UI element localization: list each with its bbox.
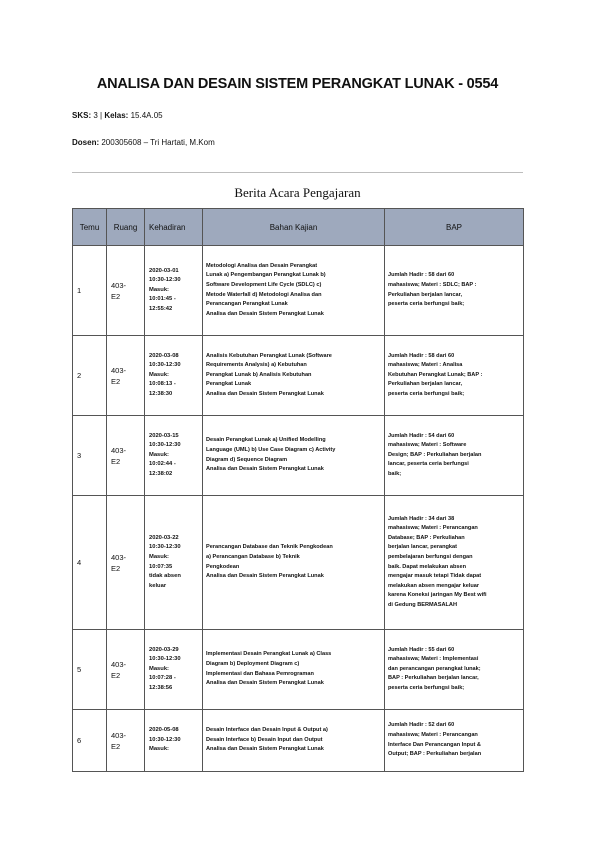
cell-ruang-line: E2	[111, 563, 121, 573]
cell-bap-line: baik. Dapat melakukan absen	[388, 563, 467, 570]
kelas-value: 15.4A.05	[128, 111, 163, 120]
cell-temu: 4	[73, 496, 107, 630]
course-title: ANALISA DAN DESAIN SISTEM PERANGKAT LUNAK - 0554	[96, 76, 499, 92]
cell-bap-line: BAP : Perkuliahan berjalan lancar,	[388, 675, 479, 682]
header-temu: Temu	[73, 209, 107, 246]
cell-bap-line: Output; BAP : Perkuliahan berjalan	[388, 751, 482, 758]
cell-ruang	[107, 246, 145, 336]
cell-kehadiran-line: keluar	[149, 582, 167, 589]
cell-kehadiran-line: 12:38:02	[149, 470, 173, 477]
cell-temu: 1	[73, 246, 107, 336]
header-bahan-kajian: Bahan Kajian	[203, 209, 385, 246]
cell-kehadiran-line: 2020-03-22	[149, 534, 179, 541]
cell-bahan-kajian-line: Analisa dan Desain Sistem Perangkat Lunak	[206, 390, 324, 397]
cell-bahan-kajian	[203, 416, 385, 496]
sks-label: SKS:	[72, 111, 92, 120]
cell-ruang-line: E2	[111, 670, 121, 680]
cell-bap-line: melakukan absen mengajar keluar	[388, 582, 480, 589]
cell-kehadiran-line: Masuk:	[149, 553, 169, 560]
cell-kehadiran	[145, 336, 203, 416]
cell-bap-line: dan perancangan perangkat lunak;	[388, 665, 481, 672]
cell-ruang	[107, 416, 145, 496]
cell-bahan-kajian-line: Pengkodean	[206, 563, 240, 570]
cell-bap	[385, 336, 524, 416]
cell-bap-line: peserta ceria berfungsi baik;	[388, 390, 465, 397]
cell-bahan-kajian-line: Analisa dan Desain Sistem Perangkat Lunak	[206, 573, 324, 580]
cell-bap-line: Jumlah Hadir : 58 dari 60	[388, 352, 455, 359]
cell-bap-line: Jumlah Hadir : 54 dari 60	[388, 432, 455, 439]
cell-bahan-kajian-line: Desain Interface b) Desain Input dan Output	[206, 736, 323, 743]
cell-bahan-kajian-line: a) Perancangan Database b) Teknik	[206, 553, 300, 560]
cell-bahan-kajian-line: Metodologi Analisa dan Desain Perangkat	[206, 262, 318, 269]
table-row	[73, 630, 524, 710]
cell-kehadiran-line: 10:30-12:30	[149, 656, 181, 663]
cell-bap-line: Interface Dan Perancangan Input &	[388, 741, 481, 748]
cell-kehadiran-line: Masuk:	[149, 665, 169, 672]
cell-bap-line: lancar, peserta ceria berfungsi	[388, 461, 469, 468]
cell-kehadiran-line: 12:38:30	[149, 390, 173, 397]
cell-bap-line: di Gedung BERMASALAH	[388, 601, 457, 608]
header-ruang: Ruang	[107, 209, 145, 246]
table-row	[73, 246, 524, 336]
cell-kehadiran-line: 12:38:56	[149, 684, 173, 691]
cell-bahan-kajian-line: Analisa dan Desain Sistem Perangkat Lunak	[206, 310, 324, 317]
cell-bap-line: Jumlah Hadir : 55 dari 60	[388, 646, 455, 653]
cell-kehadiran-line: 10:02:44 -	[149, 461, 176, 468]
cell-kehadiran-line: 2020-05-08	[149, 727, 179, 734]
cell-kehadiran-line: 2020-03-01	[149, 267, 179, 274]
cell-bap-line: peserta ceria berfungsi baik;	[388, 684, 465, 691]
cell-kehadiran	[145, 710, 203, 772]
cell-kehadiran-line: 10:30-12:30	[149, 277, 181, 284]
cell-bap	[385, 416, 524, 496]
table-row	[73, 336, 524, 416]
dosen-value: 200305608 – Tri Hartati, M.Kom	[99, 138, 215, 147]
cell-temu: 3	[73, 416, 107, 496]
cell-kehadiran	[145, 496, 203, 630]
cell-bap-line: Kebutuhan Perangkat Lunak; BAP :	[388, 371, 483, 378]
cell-kehadiran-line: 10:07:28 -	[149, 675, 176, 682]
kelas-label: Kelas:	[104, 111, 129, 120]
cell-ruang-line: E2	[111, 291, 121, 301]
cell-kehadiran-line: Masuk:	[149, 371, 169, 378]
cell-temu: 5	[73, 630, 107, 710]
cell-bap	[385, 630, 524, 710]
cell-ruang-line: E2	[111, 456, 121, 466]
cell-bap-line: Perkuliahan berjalan lancar,	[388, 381, 462, 388]
cell-bahan-kajian	[203, 336, 385, 416]
cell-bahan-kajian-line: Diagram d) Sequence Diagram	[206, 456, 288, 463]
cell-bahan-kajian	[203, 710, 385, 772]
cell-ruang	[107, 710, 145, 772]
cell-bap-line: karena Koneksi jaringan My Best wifi	[388, 592, 487, 599]
cell-bahan-kajian-line: Requirements Analysis) a) Kebutuhan	[206, 362, 307, 369]
cell-bap-line: mahasiswa; Materi : Perancangan	[388, 731, 478, 738]
cell-ruang-line: 403-	[111, 552, 127, 562]
cell-kehadiran-line: 10:30-12:30	[149, 544, 181, 551]
dosen-label: Dosen:	[72, 138, 100, 147]
cell-bap-line: Jumlah Hadir : 58 dari 60	[388, 272, 455, 279]
header-bap: BAP	[385, 209, 524, 246]
table-row	[73, 416, 524, 496]
cell-bap-line: mahasiswa; Materi : Perancangan	[388, 525, 478, 532]
cell-bap	[385, 246, 524, 336]
cell-bahan-kajian-line: Perancangan Database dan Teknik Pengkodean	[206, 544, 333, 551]
cell-bahan-kajian-line: Software Development Life Cycle (SDLC) c)	[206, 281, 322, 288]
cell-bap-line: Design; BAP : Perkuliahan berjalan	[388, 451, 482, 458]
cell-ruang-line: E2	[111, 376, 121, 386]
cell-ruang-line: 403-	[111, 280, 127, 290]
cell-ruang	[107, 630, 145, 710]
cell-bahan-kajian-line: Desain Perangkat Lunak a) Unified Modelling	[206, 437, 326, 444]
table-header-row	[73, 209, 524, 246]
cell-kehadiran-line: Masuk:	[149, 746, 169, 753]
cell-temu: 2	[73, 336, 107, 416]
cell-bap-line: mahasiswa; Materi : Implementasi	[388, 656, 479, 663]
cell-bahan-kajian-line: Perancangan Perangkat Lunak	[206, 301, 288, 308]
cell-bap-line: Perkuliahan berjalan lancar,	[388, 291, 462, 298]
cell-bap-line: baik;	[388, 470, 402, 477]
cell-kehadiran-line: 2020-03-29	[149, 646, 179, 653]
cell-kehadiran-line: Masuk:	[149, 451, 169, 458]
cell-bahan-kajian-line: Diagram b) Deployment Diagram c)	[206, 660, 300, 667]
sks-value: 3 |	[91, 111, 105, 120]
cell-kehadiran	[145, 416, 203, 496]
header-kehadiran: Kehadiran	[145, 209, 203, 246]
cell-kehadiran-line: 10:07:35	[149, 563, 173, 570]
cell-bahan-kajian-line: Analisa dan Desain Sistem Perangkat Lunak	[206, 466, 324, 473]
cell-bahan-kajian	[203, 630, 385, 710]
cell-kehadiran-line: tidak absen	[149, 573, 181, 580]
cell-kehadiran-line: 2020-03-15	[149, 432, 179, 439]
cell-temu: 6	[73, 710, 107, 772]
cell-kehadiran-line: 10:08:13 -	[149, 381, 176, 388]
cell-ruang-line: 403-	[111, 730, 127, 740]
divider	[72, 172, 523, 173]
cell-bahan-kajian-line: Implementasi Desain Perangkat Lunak a) Class	[206, 651, 332, 658]
cell-bahan-kajian	[203, 246, 385, 336]
cell-bap-line: peserta ceria berfungsi baik;	[388, 301, 465, 308]
section-title: Berita Acara Pengajaran	[234, 185, 361, 200]
cell-bap-line: mahasiswa; Materi : SDLC; BAP :	[388, 281, 477, 288]
cell-bap-line: berjalan lancar, perangkat	[388, 544, 458, 551]
cell-bahan-kajian-line: Perangkat Lunak b) Analisis Kebutuhan	[206, 371, 312, 378]
cell-ruang	[107, 336, 145, 416]
cell-bap-line: mahasiswa; Materi : Software	[388, 442, 467, 449]
cell-bahan-kajian-line: Lunak a) Pengembangan Perangkat Lunak b)	[206, 272, 326, 279]
cell-bap	[385, 710, 524, 772]
cell-kehadiran	[145, 246, 203, 336]
cell-bap-line: Jumlah Hadir : 52 dari 60	[388, 722, 455, 729]
cell-kehadiran-line: 10:30-12:30	[149, 736, 181, 743]
cell-bap	[385, 496, 524, 630]
cell-kehadiran-line: 10:01:45 -	[149, 296, 176, 303]
table-row	[73, 710, 524, 772]
cell-ruang-line: 403-	[111, 659, 127, 669]
cell-ruang-line: E2	[111, 741, 121, 751]
cell-bap-line: mengajar masuk tetapi Tidak dapat	[388, 573, 482, 580]
cell-bahan-kajian-line: Implementasi dan Bahasa Pemrograman	[206, 670, 314, 677]
cell-kehadiran-line: 12:55:42	[149, 305, 173, 312]
cell-bahan-kajian-line: Desain Interface dan Desain Input & Output a)	[206, 727, 328, 734]
cell-kehadiran-line: 10:30-12:30	[149, 362, 181, 369]
cell-bahan-kajian-line: Language (UML) b) Use Case Diagram c) Activity	[206, 446, 336, 453]
cell-ruang	[107, 496, 145, 630]
cell-kehadiran-line: Masuk:	[149, 286, 169, 293]
cell-bahan-kajian	[203, 496, 385, 630]
cell-bap-line: mahasiswa; Materi : Analisa	[388, 362, 463, 369]
lecturer-line	[72, 138, 215, 147]
cell-bap-line: Jumlah Hadir : 34 dari 38	[388, 515, 455, 522]
cell-bahan-kajian-line: Metode Waterfall d) Metodologi Analisa dan	[206, 291, 322, 298]
cell-bahan-kajian-line: Perangkat Lunak	[206, 381, 252, 388]
cell-kehadiran-line: 10:30-12:30	[149, 442, 181, 449]
cell-bap-line: Database; BAP : Perkuliahan	[388, 534, 465, 541]
teaching-log-table	[72, 208, 524, 772]
course-info-line	[72, 111, 163, 120]
cell-bahan-kajian-line: Analisa dan Desain Sistem Perangkat Lunak	[206, 746, 324, 753]
cell-ruang-line: 403-	[111, 365, 127, 375]
cell-bap-line: pembelajaran berfungsi dengan	[388, 553, 473, 560]
table-row	[73, 496, 524, 630]
cell-bahan-kajian-line: Analisis Kebutuhan Perangkat Lunak (Software	[206, 352, 332, 359]
cell-ruang-line: 403-	[111, 445, 127, 455]
cell-kehadiran	[145, 630, 203, 710]
cell-kehadiran-line: 2020-03-08	[149, 352, 179, 359]
cell-bahan-kajian-line: Analisa dan Desain Sistem Perangkat Lunak	[206, 680, 324, 687]
